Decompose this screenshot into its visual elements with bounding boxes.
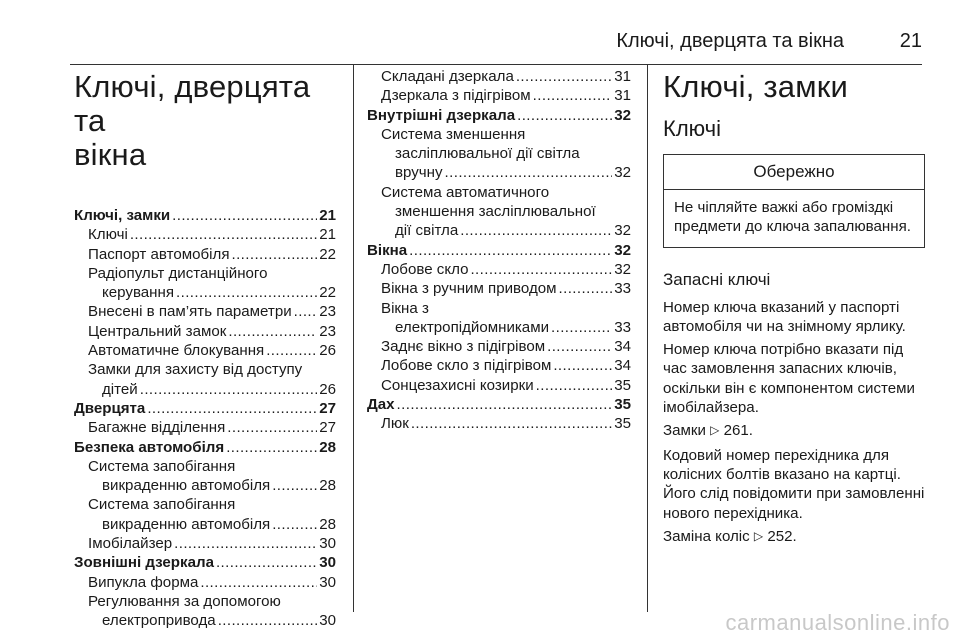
toc-entry-label: Багажне відділення — [88, 419, 226, 437]
toc-entry-line: зменшення засліплювальної — [395, 203, 596, 221]
toc-leader-dots — [470, 260, 612, 279]
toc-entry[interactable] — [367, 163, 631, 182]
reference-page: 261. — [723, 422, 753, 440]
toc-page-number: 28 — [319, 477, 336, 495]
toc-section-entry[interactable] — [74, 438, 336, 457]
running-title: Ключі, дверцята та вікна — [616, 30, 844, 52]
toc-leader-dots — [218, 611, 318, 630]
toc-entry-line: засліплювальної дії світла — [395, 145, 580, 163]
toc-entry-label: Ключі, замки — [74, 207, 171, 224]
toc-page-number: 35 — [614, 376, 631, 394]
toc-entry-line: Радіопульт дистанційного — [88, 264, 268, 282]
toc-entry-line: Регулювання за допомогою — [88, 592, 281, 610]
toc-entry-label: Автоматичне блокування — [88, 342, 265, 360]
toc-entry[interactable] — [367, 86, 631, 105]
triangle-right-icon: ▷ — [753, 528, 764, 543]
toc-entry[interactable] — [367, 414, 631, 433]
toc-page-number: 33 — [614, 318, 631, 336]
toc-entry-label: Безпека автомобіля — [74, 438, 225, 456]
toc-entry-label: Випукла форма — [88, 573, 199, 591]
toc-entry-label: Імобілайзер — [88, 535, 173, 553]
toc-leader-dots — [460, 221, 612, 240]
toc-entry[interactable] — [367, 67, 631, 86]
toc-entry-label: керування — [102, 284, 175, 302]
table-of-contents-2 — [367, 67, 631, 434]
toc-entry-line: Система запобігання — [88, 496, 236, 514]
toc-leader-dots — [553, 356, 612, 375]
column-1 — [74, 64, 336, 631]
toc-entry-label: Складані дзеркала — [381, 68, 514, 85]
toc-page-number: 34 — [614, 338, 631, 356]
toc-entry[interactable] — [74, 476, 336, 495]
toc-page-number: 33 — [614, 280, 631, 298]
section-title: Ключі, замки — [663, 69, 849, 104]
toc-entry[interactable] — [74, 302, 336, 321]
toc-entry-label: дії світла — [395, 222, 459, 240]
toc-leader-dots — [551, 318, 612, 337]
toc-page-number: 21 — [319, 226, 336, 244]
toc-page-number: 34 — [614, 357, 631, 375]
toc-leader-dots — [272, 476, 317, 495]
toc-entry-label: дітей — [102, 380, 138, 398]
column-2 — [367, 64, 631, 434]
toc-entry[interactable] — [74, 341, 336, 360]
toc-page-number: 35 — [614, 396, 631, 414]
chapter-title-line2: вікна — [74, 137, 147, 172]
toc-entry[interactable] — [367, 356, 631, 375]
toc-entry[interactable] — [367, 260, 631, 279]
toc-page-number: 28 — [319, 438, 336, 456]
toc-entry-label: Ключі — [88, 226, 128, 244]
toc-entry-label: викраденню автомобіля — [102, 515, 271, 533]
toc-entry-label: Внесені в пам’ять параметри — [88, 303, 292, 321]
caution-box — [663, 154, 925, 248]
toc-leader-dots — [516, 67, 612, 86]
toc-section-entry[interactable] — [367, 106, 631, 125]
toc-leader-dots — [445, 163, 613, 182]
toc-entry-label: вручну — [395, 164, 443, 182]
toc-page-number: 23 — [319, 322, 336, 340]
toc-leader-dots — [228, 322, 317, 341]
toc-leader-dots — [216, 553, 317, 572]
column-divider-1 — [353, 64, 354, 612]
toc-page-number: 22 — [319, 284, 336, 302]
caution-heading: Обережно — [664, 155, 924, 190]
toc-leader-dots — [411, 414, 612, 433]
toc-entry-label: Заднє вікно з підігрівом — [381, 338, 546, 356]
toc-page-number: 31 — [614, 87, 631, 105]
triangle-right-icon: ▷ — [710, 423, 720, 438]
cross-reference[interactable] — [663, 421, 925, 441]
toc-entry-label: Лобове скло з підігрівом — [381, 357, 552, 375]
toc-leader-dots — [174, 534, 317, 553]
toc-page-number: 26 — [319, 380, 336, 398]
subsection-title: Ключі — [663, 116, 722, 141]
toc-page-number: 21 — [319, 207, 336, 224]
toc-entry[interactable] — [74, 283, 336, 302]
toc-entry[interactable] — [74, 611, 336, 630]
paragraph: Номер ключа вказаний у паспорті автомобіля чи на знімному ярлику. — [663, 298, 906, 335]
toc-section-entry[interactable] — [74, 399, 336, 418]
toc-leader-dots — [517, 106, 612, 125]
toc-page-number: 30 — [319, 573, 336, 591]
chapter-title — [74, 70, 336, 172]
toc-entry[interactable] — [74, 380, 336, 399]
toc-leader-dots — [559, 279, 613, 298]
toc-entry-label: електроприводa — [102, 612, 216, 630]
paragraph: Кодовий номер перехідника для колісних болтів вказано на картці. Його слід повідомити при замовленні нового перехідника. — [663, 446, 925, 522]
table-of-contents-1 — [74, 206, 336, 631]
toc-page-number: 22 — [319, 245, 336, 263]
toc-entry[interactable] — [74, 245, 336, 264]
toc-page-number: 32 — [614, 241, 631, 259]
toc-entry-label: Сонцезахисні козирки — [381, 376, 534, 394]
toc-leader-dots — [409, 241, 612, 260]
toc-section-entry[interactable] — [74, 206, 336, 225]
watermark[interactable]: carmanualsonline.info — [725, 610, 950, 635]
toc-page-number: 32 — [614, 106, 631, 124]
chapter-title-line1: Ключі, дверцята та — [74, 69, 311, 138]
toc-page-number: 32 — [614, 260, 631, 278]
toc-entry[interactable] — [367, 318, 631, 337]
toc-section-entry[interactable] — [74, 553, 336, 572]
toc-entry-label: Вікна з ручним приводом — [381, 280, 557, 298]
toc-leader-dots — [232, 245, 318, 264]
toc-entry[interactable] — [367, 221, 631, 240]
toc-entry-label: викраденню автомобіля — [102, 477, 271, 495]
toc-leader-dots — [226, 438, 317, 457]
toc-leader-dots — [200, 573, 317, 592]
toc-leader-dots — [397, 395, 613, 414]
toc-entry-label: Дверцята — [74, 399, 146, 417]
toc-entry-line: Вікна з — [381, 299, 429, 317]
toc-entry-line: Замки для захисту від доступу — [88, 361, 303, 379]
toc-entry[interactable] — [74, 418, 336, 437]
toc-entry-label: Внутрішні дзеркала — [367, 106, 516, 124]
toc-entry[interactable] — [74, 573, 336, 592]
toc-leader-dots — [227, 418, 317, 437]
toc-section-entry[interactable] — [367, 395, 631, 414]
toc-leader-dots — [140, 380, 317, 399]
toc-entry[interactable] — [367, 337, 631, 356]
toc-entry[interactable] — [74, 225, 336, 244]
toc-entry-line: Система автоматичного — [381, 183, 550, 201]
caution-text: Не чіпляйте важкі або громіздкі предмети до ключа запалювання. — [674, 199, 911, 236]
paragraph: Номер ключа потрібно вказати під час замовлення запасних ключів, оскільки він є компонентом системи імобілайзера. — [663, 341, 915, 417]
page-number: 21 — [899, 30, 922, 52]
reference-label: Заміна коліс — [663, 527, 750, 545]
toc-entry[interactable] — [74, 534, 336, 553]
toc-leader-dots — [147, 399, 317, 418]
page-header — [70, 24, 922, 65]
toc-entry[interactable] — [74, 515, 336, 534]
toc-page-number: 35 — [614, 415, 631, 433]
toc-entry[interactable] — [74, 322, 336, 341]
toc-page-number: 32 — [614, 222, 631, 240]
toc-leader-dots — [130, 225, 317, 244]
toc-section-entry[interactable] — [367, 241, 631, 260]
column-divider-2 — [647, 64, 648, 612]
toc-entry-label: Люк — [381, 415, 409, 433]
toc-entry-line: Система зменшення — [381, 125, 526, 143]
toc-leader-dots — [533, 86, 613, 105]
toc-entry-label: Паспорт автомобіля — [88, 245, 230, 263]
toc-leader-dots — [536, 376, 613, 395]
toc-page-number: 27 — [319, 419, 336, 437]
toc-entry-line: Система запобігання — [88, 457, 236, 475]
spare-keys-heading: Запасні ключі — [663, 269, 771, 289]
toc-leader-dots — [172, 206, 317, 225]
toc-entry-label: Лобове скло — [381, 260, 469, 278]
toc-leader-dots — [294, 302, 318, 321]
toc-page-number: 28 — [319, 515, 336, 533]
toc-page-number: 27 — [319, 399, 336, 417]
toc-entry-label: електропідйомниками — [395, 318, 550, 336]
toc-page-number: 26 — [319, 342, 336, 360]
toc-entry[interactable] — [367, 376, 631, 395]
toc-leader-dots — [547, 337, 612, 356]
toc-leader-dots — [272, 515, 317, 534]
reference-page: 252. — [767, 527, 797, 545]
toc-entry-label: Зовнішні дзеркала — [74, 554, 214, 572]
toc-entry-label: Дах — [367, 396, 395, 414]
toc-entry-label: Центральний замок — [88, 322, 227, 340]
toc-page-number: 30 — [319, 535, 336, 553]
toc-leader-dots — [176, 283, 317, 302]
toc-page-number: 32 — [614, 164, 631, 182]
reference-label: Замки — [663, 422, 706, 440]
column-3 — [663, 64, 925, 551]
toc-page-number: 30 — [319, 612, 336, 630]
toc-page-number: 30 — [319, 554, 336, 572]
toc-entry-label: Вікна — [367, 241, 408, 259]
toc-page-number: 23 — [319, 303, 336, 321]
toc-leader-dots — [266, 341, 317, 360]
toc-page-number: 31 — [614, 68, 631, 85]
cross-reference[interactable] — [663, 527, 925, 547]
toc-entry[interactable] — [367, 279, 631, 298]
toc-entry-label: Дзеркала з підігрівом — [381, 87, 531, 105]
